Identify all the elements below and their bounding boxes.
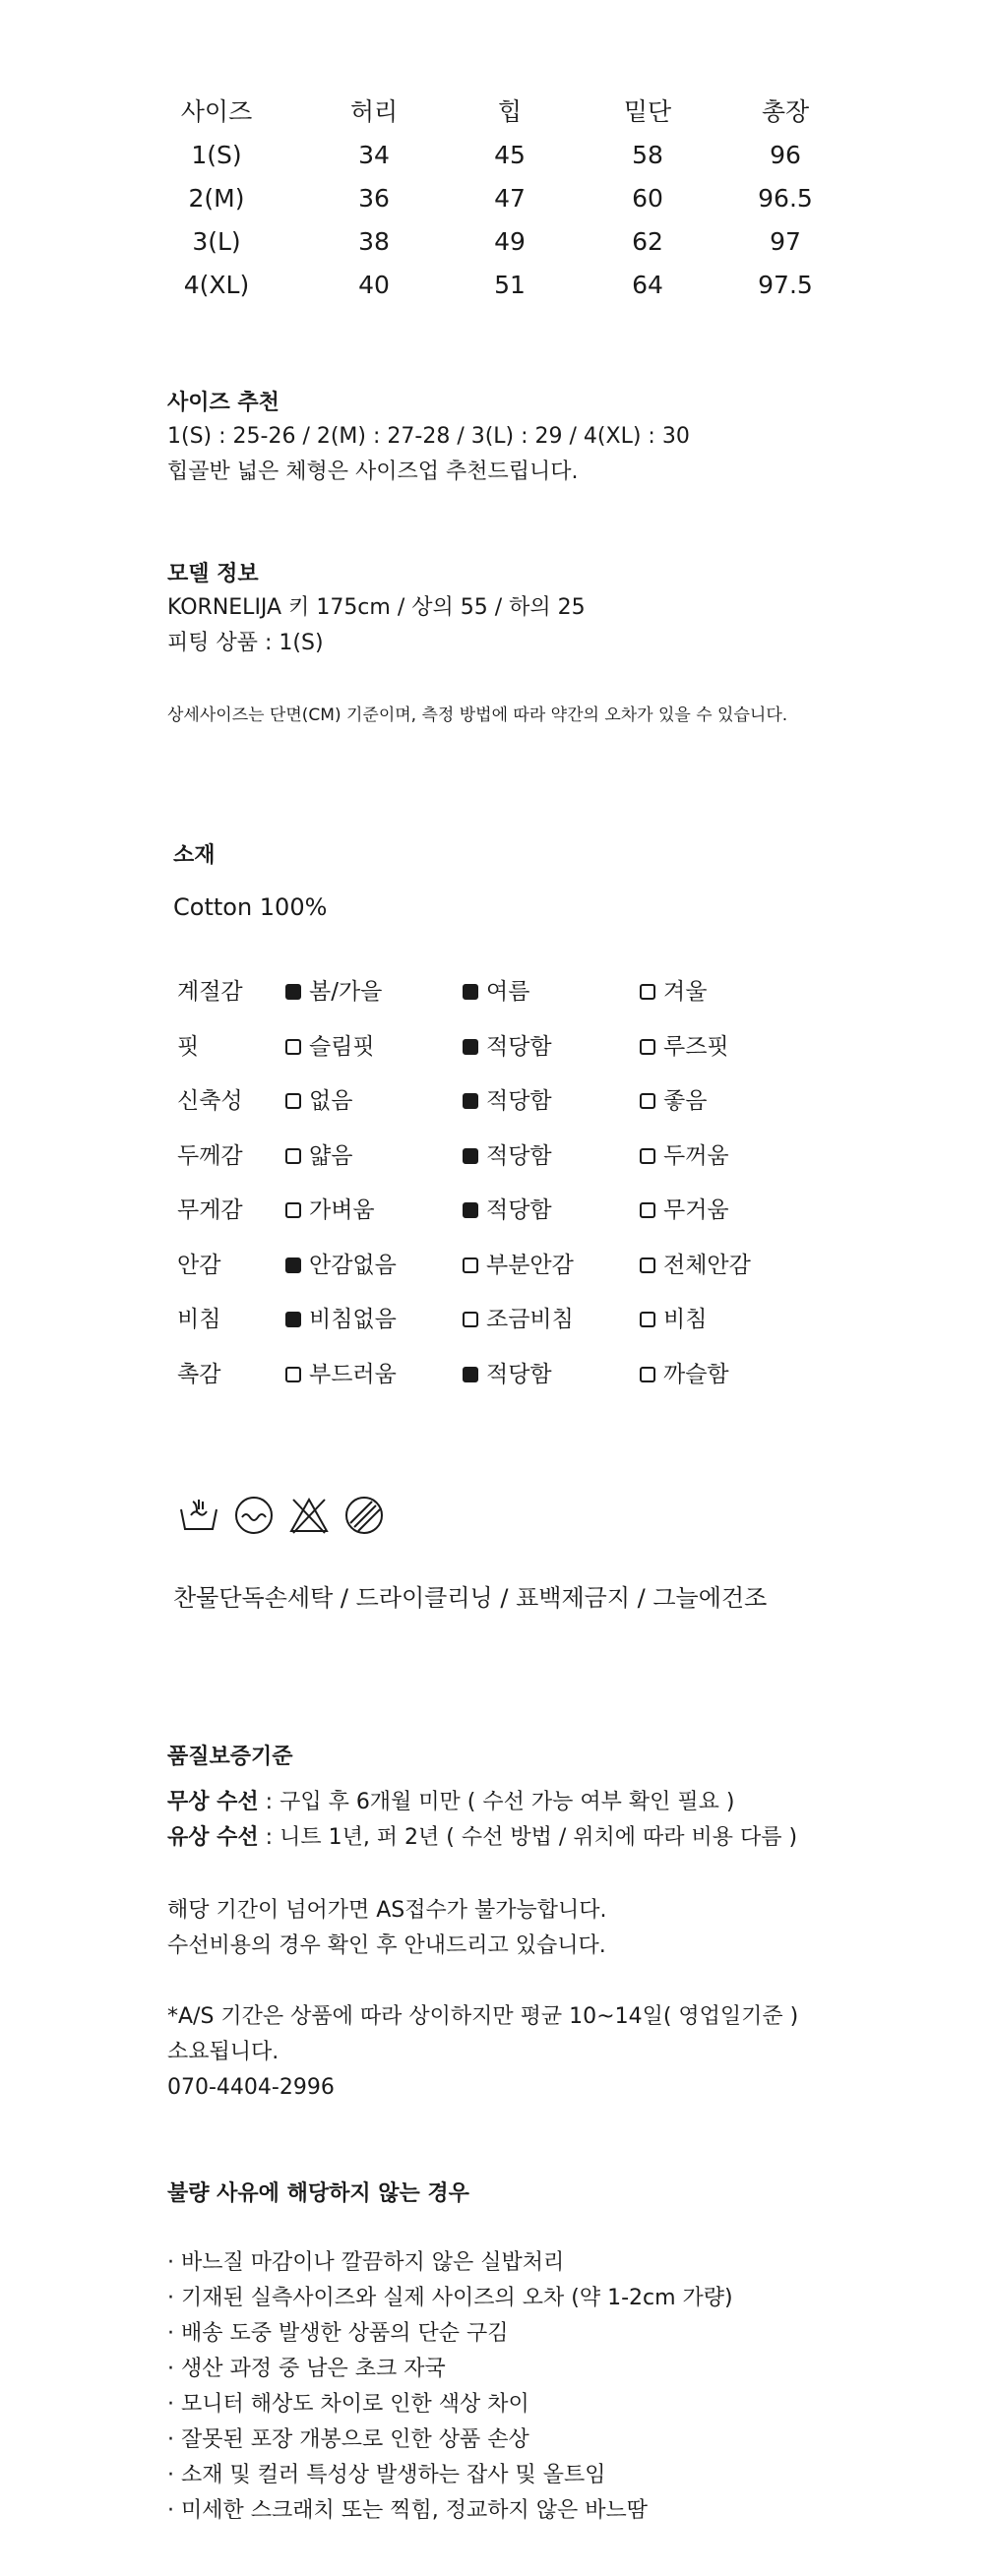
table-cell: 40 xyxy=(358,271,390,299)
table-cell: 1(S) xyxy=(191,141,242,169)
size-recommend-line1: 1(S) : 25-26 / 2(M) : 27-28 / 3(L) : 29 / 4(XL) : 30 xyxy=(167,424,690,449)
unchecked-box-icon xyxy=(285,1148,301,1164)
no-bleach-icon xyxy=(287,1494,331,1541)
unchecked-box-icon xyxy=(463,1257,478,1273)
attribute-option-label: 적당함 xyxy=(486,1142,552,1169)
header-size: 사이즈 xyxy=(180,97,253,126)
dry-clean-icon xyxy=(232,1494,276,1541)
care-icons xyxy=(177,1494,386,1541)
attribute-row xyxy=(177,1073,866,1129)
attribute-label: 무게감 xyxy=(177,1197,243,1223)
warranty-paid-label: 유상 수선 xyxy=(167,1825,259,1850)
table-cell: 2(M) xyxy=(188,184,245,213)
checked-box-icon xyxy=(463,1039,478,1055)
attribute-option xyxy=(463,1073,552,1129)
table-cell: 96 xyxy=(770,141,801,169)
shade-dry-icon xyxy=(342,1494,386,1541)
attribute-option-label: 좋음 xyxy=(663,1088,708,1114)
attribute-option xyxy=(640,1238,751,1293)
attribute-option-label: 부분안감 xyxy=(486,1252,574,1278)
unchecked-box-icon xyxy=(640,984,655,1000)
attribute-option-label: 겨울 xyxy=(663,979,708,1005)
checked-box-icon xyxy=(463,984,478,1000)
attribute-option xyxy=(463,1238,574,1293)
attribute-option xyxy=(640,1292,707,1347)
unchecked-box-icon xyxy=(640,1093,655,1109)
checked-box-icon xyxy=(285,1257,301,1273)
table-row xyxy=(167,134,817,177)
table-row xyxy=(167,177,817,220)
checked-box-icon xyxy=(463,1093,478,1109)
attribute-option xyxy=(463,1347,552,1402)
list-item: · 기재된 실측사이즈와 실제 사이즈의 오차 (약 1-2cm 가량) xyxy=(167,2286,733,2310)
unchecked-box-icon xyxy=(285,1093,301,1109)
warranty-free-label: 무상 수선 xyxy=(167,1790,259,1814)
table-cell: 45 xyxy=(494,141,526,169)
attribute-row xyxy=(177,1347,866,1402)
attribute-option xyxy=(640,1019,729,1074)
list-item: · 바느질 마감이나 깔끔하지 않은 실밥처리 xyxy=(167,2250,565,2275)
checked-box-icon xyxy=(463,1367,478,1382)
attribute-row xyxy=(177,1292,866,1347)
checked-box-icon xyxy=(463,1202,478,1218)
table-cell: 60 xyxy=(632,184,663,213)
material-value: Cotton 100% xyxy=(173,893,328,921)
attribute-option-label: 가벼움 xyxy=(309,1197,375,1223)
attribute-option-label: 봄/가을 xyxy=(309,979,383,1005)
attribute-label: 안감 xyxy=(177,1252,221,1278)
list-item: · 미세한 스크래치 또는 찍힘, 정교하지 않은 바느땀 xyxy=(167,2498,648,2523)
attribute-row xyxy=(177,1238,866,1293)
attribute-option xyxy=(285,1129,352,1184)
attribute-option xyxy=(640,1129,729,1184)
size-note: 상세사이즈는 단면(CM) 기준이며, 측정 방법에 따라 약간의 오차가 있을 수 있습니다. xyxy=(167,705,788,725)
table-row xyxy=(167,264,817,307)
attribute-option xyxy=(463,1019,552,1074)
unchecked-box-icon xyxy=(285,1202,301,1218)
unchecked-box-icon xyxy=(640,1257,655,1273)
attribute-option-label: 루즈핏 xyxy=(663,1033,729,1060)
attribute-option-label: 안감없음 xyxy=(309,1252,397,1278)
attribute-option-label: 비침 xyxy=(663,1307,708,1332)
checked-box-icon xyxy=(285,984,301,1000)
attribute-label: 신축성 xyxy=(177,1088,243,1114)
attribute-label: 계절감 xyxy=(177,979,243,1005)
warranty-paid-text: : 니트 1년, 퍼 2년 ( 수선 방법 / 위치에 따라 비용 다름 ) xyxy=(258,1825,798,1850)
attribute-row xyxy=(177,1019,866,1074)
model-info-line1: KORNELIJA 키 175cm / 상의 55 / 하의 25 xyxy=(167,595,586,620)
warranty-paid xyxy=(167,1820,797,1856)
attribute-label: 두께감 xyxy=(177,1142,243,1169)
size-recommend-title: 사이즈 추천 xyxy=(167,391,280,415)
header-hip: 힙 xyxy=(497,97,523,126)
size-recommend-line2: 힙골반 넓은 체형은 사이즈업 추천드립니다. xyxy=(167,460,579,484)
warranty-free-text: : 구입 후 6개월 미만 ( 수선 가능 여부 확인 필요 ) xyxy=(258,1790,735,1814)
attribute-option xyxy=(285,1292,397,1347)
attribute-option-label: 무거움 xyxy=(663,1197,729,1223)
period-line1: *A/S 기간은 상품에 따라 상이하지만 평균 10~14일( 영업일기준 ) xyxy=(167,2004,799,2029)
attribute-option-label: 비침없음 xyxy=(309,1307,397,1332)
as-line2: 수선비용의 경우 확인 후 안내드리고 있습니다. xyxy=(167,1933,606,1958)
attribute-option xyxy=(640,1183,729,1238)
table-cell: 62 xyxy=(632,227,663,256)
attribute-option-label: 까슬함 xyxy=(663,1361,729,1387)
unchecked-box-icon xyxy=(640,1039,655,1055)
attribute-option xyxy=(640,1073,707,1129)
list-item: · 잘못된 포장 개봉으로 인한 상품 손상 xyxy=(167,2427,529,2452)
model-info-title: 모델 정보 xyxy=(167,562,259,586)
table-cell: 97.5 xyxy=(758,271,813,299)
not-defect-list xyxy=(167,2245,733,2529)
attribute-option-label: 적당함 xyxy=(486,1033,552,1060)
attribute-option-label: 적당함 xyxy=(486,1361,552,1387)
warranty-title: 품질보증기준 xyxy=(167,1745,293,1769)
attribute-option-label: 여름 xyxy=(486,979,530,1005)
attribute-row xyxy=(177,1129,866,1184)
attribute-row xyxy=(177,1183,866,1238)
list-item: · 소재 및 컬러 특성상 발생하는 잡사 및 올트임 xyxy=(167,2463,606,2487)
attribute-option-label: 전체안감 xyxy=(663,1252,751,1278)
attribute-option-label: 부드러움 xyxy=(309,1361,397,1387)
attribute-row xyxy=(177,964,866,1019)
attribute-option-label: 슬림핏 xyxy=(309,1033,375,1060)
header-waist: 허리 xyxy=(349,97,399,126)
table-cell: 97 xyxy=(770,227,801,256)
size-table xyxy=(167,91,817,307)
attribute-label: 핏 xyxy=(177,1033,200,1060)
table-cell: 58 xyxy=(632,141,663,169)
attribute-option-label: 적당함 xyxy=(486,1088,552,1114)
table-cell: 36 xyxy=(358,184,390,213)
attribute-option xyxy=(285,1238,397,1293)
model-info-line2: 피팅 상품 : 1(S) xyxy=(167,631,324,655)
table-cell: 51 xyxy=(494,271,526,299)
header-hem: 밑단 xyxy=(623,97,672,126)
attribute-option xyxy=(463,1292,574,1347)
attribute-label: 비침 xyxy=(177,1307,221,1332)
unchecked-box-icon xyxy=(640,1367,655,1382)
warranty-free xyxy=(167,1785,734,1820)
list-item: · 생산 과정 중 남은 초크 자국 xyxy=(167,2357,446,2381)
attribute-option xyxy=(463,1129,552,1184)
attribute-option-label: 없음 xyxy=(309,1088,353,1114)
unchecked-box-icon xyxy=(640,1312,655,1327)
attribute-option xyxy=(285,1019,375,1074)
unchecked-box-icon xyxy=(640,1148,655,1164)
attribute-option xyxy=(285,1347,397,1402)
checked-box-icon xyxy=(285,1312,301,1327)
table-row xyxy=(167,220,817,264)
table-cell: 64 xyxy=(632,271,663,299)
attribute-option xyxy=(463,1183,552,1238)
attribute-option xyxy=(285,1073,352,1129)
not-defect-title: 불량 사유에 해당하지 않는 경우 xyxy=(167,2181,469,2206)
size-table-header xyxy=(167,91,817,134)
attribute-option xyxy=(285,964,382,1019)
table-cell: 49 xyxy=(494,227,526,256)
attribute-option xyxy=(463,964,529,1019)
header-length: 총장 xyxy=(761,97,810,126)
table-cell: 34 xyxy=(358,141,390,169)
table-cell: 3(L) xyxy=(192,227,241,256)
unchecked-box-icon xyxy=(463,1312,478,1327)
material-title: 소재 xyxy=(173,843,216,868)
table-cell: 4(XL) xyxy=(183,271,250,299)
attribute-option-label: 조금비침 xyxy=(486,1307,574,1332)
hand-wash-icon xyxy=(177,1494,220,1541)
list-item: · 모니터 해상도 차이로 인한 색상 차이 xyxy=(167,2392,529,2417)
list-item: · 배송 도중 발생한 상품의 단순 구김 xyxy=(167,2321,509,2346)
attribute-option-label: 두꺼움 xyxy=(663,1142,729,1169)
attribute-option xyxy=(640,1347,729,1402)
unchecked-box-icon xyxy=(640,1202,655,1218)
checked-box-icon xyxy=(463,1148,478,1164)
table-cell: 38 xyxy=(358,227,390,256)
table-cell: 96.5 xyxy=(758,184,813,213)
table-cell: 47 xyxy=(494,184,526,213)
unchecked-box-icon xyxy=(285,1039,301,1055)
attribute-option-label: 적당함 xyxy=(486,1197,552,1223)
attribute-option xyxy=(285,1183,375,1238)
attribute-label: 촉감 xyxy=(177,1361,221,1387)
care-text: 찬물단독손세탁 / 드라이클리닝 / 표백제금지 / 그늘에건조 xyxy=(173,1584,768,1612)
unchecked-box-icon xyxy=(285,1367,301,1382)
as-line1: 해당 기간이 넘어가면 AS접수가 불가능합니다. xyxy=(167,1898,607,1923)
attribute-option-label: 얇음 xyxy=(309,1142,353,1169)
period-line2: 소요됩니다. xyxy=(167,2040,280,2064)
attribute-option xyxy=(640,964,707,1019)
phone-number: 070-4404-2996 xyxy=(167,2075,335,2100)
